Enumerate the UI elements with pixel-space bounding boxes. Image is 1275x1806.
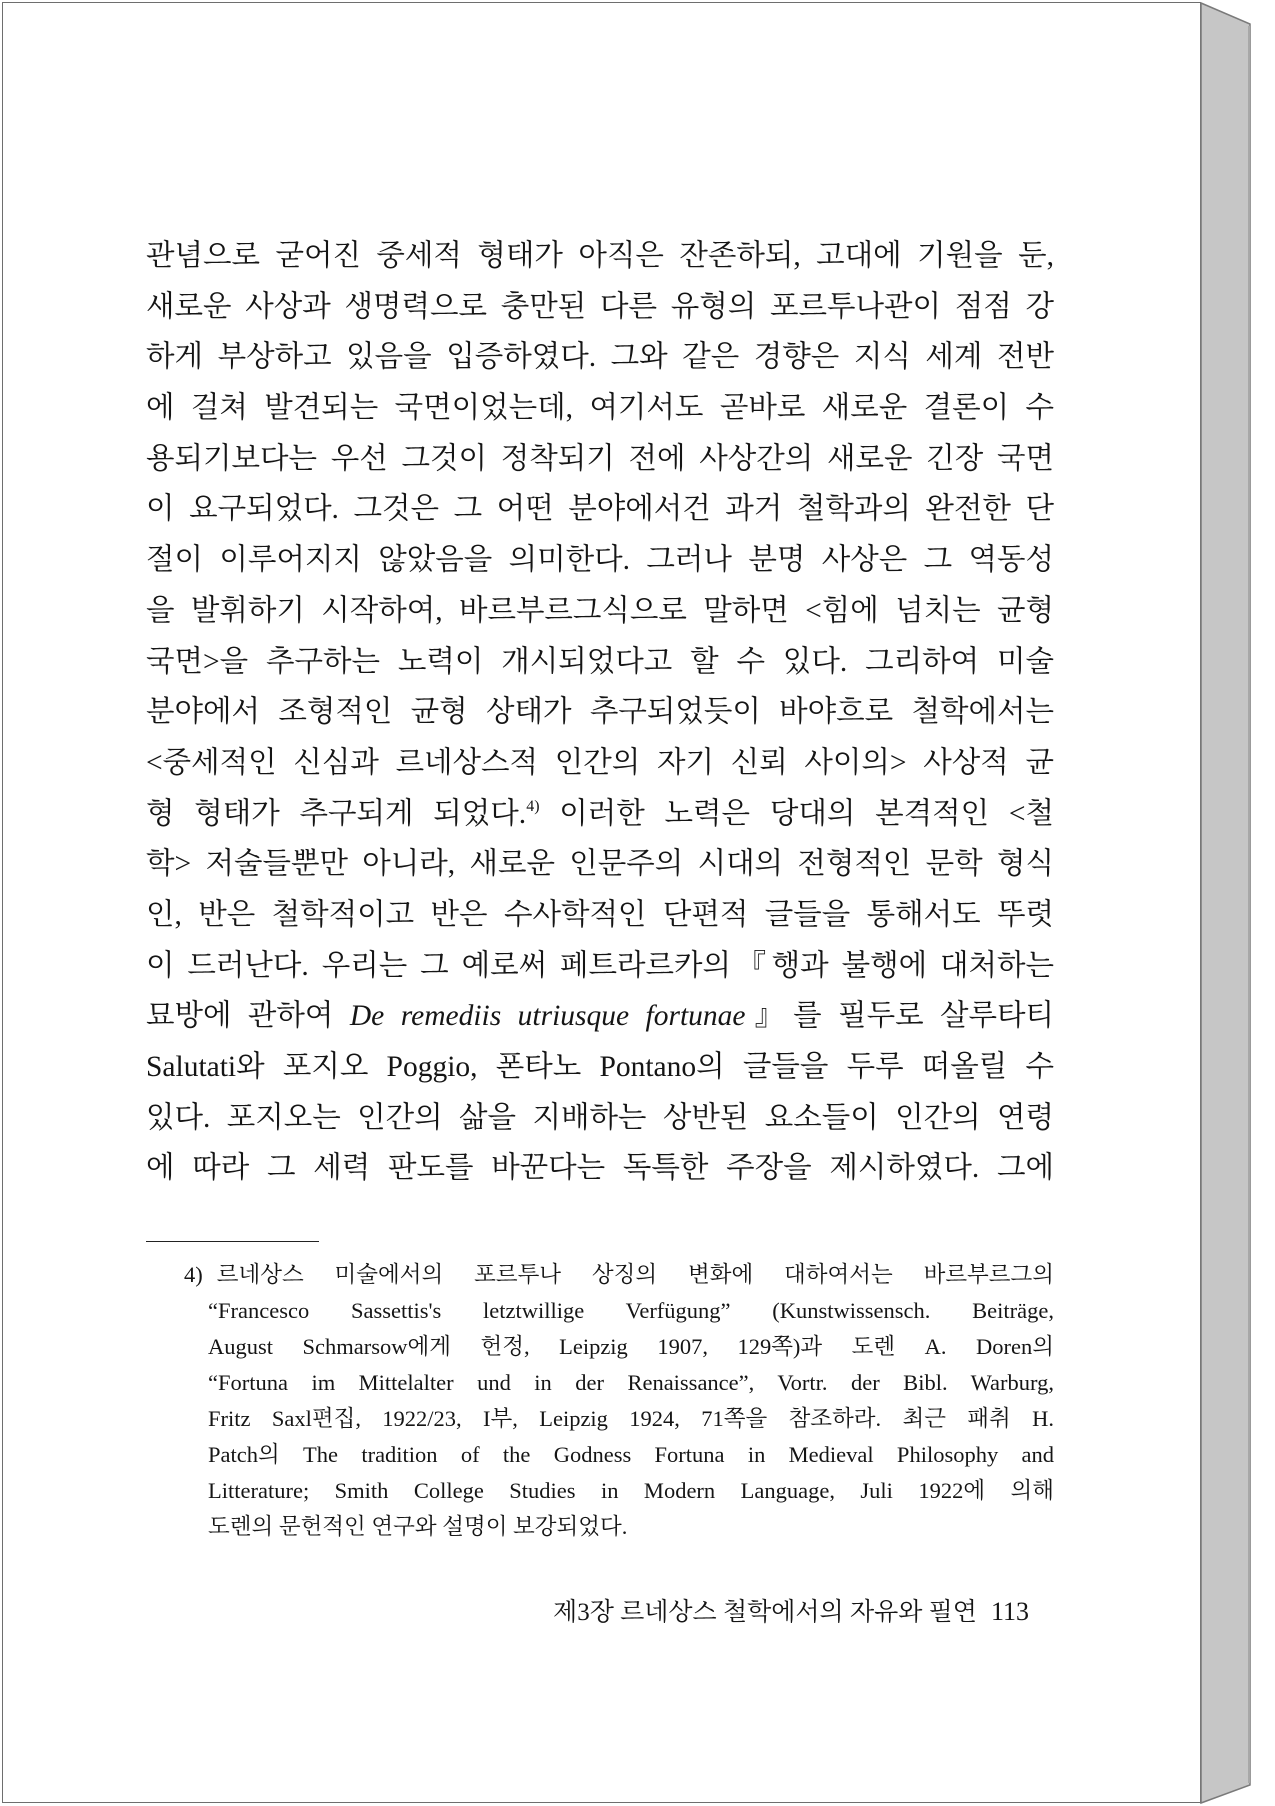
- body-line-text: 이 요구되었다. 그것은 그 어떤 분야에서건 과거 철학과의 완전한 단: [146, 493, 1054, 526]
- body-line: [146, 1042, 1054, 1093]
- body-line: [146, 637, 1054, 688]
- body-line-text: 이러한 노력은 당대의 본격적인 <철: [539, 797, 1054, 830]
- body-line: [146, 941, 1054, 992]
- page-number: 113: [990, 1597, 1029, 1626]
- body-line: [146, 383, 1054, 434]
- body-line-text: 인, 반은 철학적이고 반은 수사학적인 단편적 글들을 통해서도 뚜렷: [146, 898, 1054, 931]
- body-line-text: 이 드러난다. 우리는 그 예로써 페트라르카의『행과 불행에 대처하는: [146, 949, 1054, 982]
- body-line-text: 분야에서 조형적인 균형 상태가 추구되었듯이 바야흐로 철학에서는: [146, 696, 1054, 729]
- body-line: [146, 738, 1054, 789]
- body-line: [146, 890, 1054, 941]
- footnote-line: August Schmarsow에게 헌정, Leipzig 1907, 129쪽)과 도렌 A. Doren의: [208, 1334, 1054, 1359]
- body-line: [146, 434, 1054, 485]
- footnote-marker: 4): [184, 1262, 203, 1287]
- body-line: [146, 687, 1054, 738]
- body-line: [146, 1093, 1054, 1144]
- body-line-text: 에 따라 그 세력 판도를 바꾼다는 독특한 주장을 제시하였다. 그에: [146, 1152, 1054, 1185]
- body-line: [146, 231, 1054, 282]
- body-line: [146, 839, 1054, 890]
- footnote-line: Fritz Saxl편집, 1922/23, I부, Leipzig 1924, 71쪽을 참조하라. 최근 패취 H.: [208, 1406, 1054, 1431]
- footnote-line: Litterature; Smith College Studies in Modern Language, Juli 1922에 의해: [208, 1478, 1054, 1503]
- body-line-text: 있다. 포지오는 인간의 삶을 지배하는 상반된 요소들이 인간의 연령: [146, 1101, 1054, 1134]
- body-line-text: 관념으로 굳어진 중세적 형태가 아직은 잔존하되, 고대에 기원을 둔,: [146, 240, 1054, 272]
- body-line-text: Salutati와 포지오 Poggio, 폰타노 Pontano의 글들을 두루 떠올릴 수: [146, 1051, 1054, 1083]
- footnote-line: 도렌의 문헌적인 연구와 설명이 보강되었다.: [208, 1514, 628, 1539]
- body-line: [146, 484, 1054, 535]
- footnote-line: Patch의 The tradition of the Godness Fortuna in Medieval Philosophy and: [208, 1442, 1054, 1467]
- footnote-separator: [146, 1241, 319, 1242]
- chapter-title: 제3장 르네상스 철학에서의 자유와 필연: [553, 1599, 977, 1626]
- body-line-text: 형 형태가 추구되게 되었다.: [146, 797, 527, 830]
- body-line-text: 을 발휘하기 시작하여, 바르부르그식으로 말하면 <힘에 넘치는 균형: [146, 594, 1054, 627]
- body-line-text: 학> 저술들뿐만 아니라, 새로운 인문주의 시대의 전형적인 문학 형식: [146, 848, 1054, 881]
- footnote: [184, 1257, 1054, 1545]
- body-line: [146, 586, 1054, 637]
- body-line-text: 에 걸쳐 발견되는 국면이었는데, 여기서도 곧바로 새로운 결론이 수: [146, 392, 1054, 425]
- body-line-text: 용되기보다는 우선 그것이 정착되기 전에 사상간의 새로운 긴장 국면: [146, 442, 1054, 475]
- body-line: [146, 282, 1054, 333]
- body-line: [146, 535, 1054, 586]
- latin-title-italic: De remediis utriusque fortunae: [349, 1000, 746, 1033]
- body-line: [146, 1143, 1054, 1194]
- body-line-text: 국면>을 추구하는 노력이 개시되었다고 할 수 있다. 그리하여 미술: [146, 645, 1054, 678]
- book-spine-shape: [1201, 3, 1250, 1803]
- footnote-line: [184, 1257, 1054, 1293]
- body-line-text: 절이 이루어지지 않았음을 의미한다. 그러나 분명 사상은 그 역동성: [146, 544, 1054, 577]
- footnote-line-text: 르네상스 미술에서의 포르투나 상징의 변화에 대하여서는 바르부르그의: [216, 1262, 1054, 1287]
- running-footer: [553, 1594, 1029, 1630]
- body-line-text: 하게 부상하고 있음을 입증하였다. 그와 같은 경향은 지식 세계 전반: [146, 341, 1054, 374]
- body-line: [146, 789, 1054, 840]
- body-line: [146, 991, 1054, 1042]
- footnote-reference: 4): [526, 797, 540, 815]
- body-text: [146, 231, 1054, 1194]
- body-line-text: 』를 필두로 살루타티: [745, 1000, 1054, 1033]
- body-line-text: 새로운 사상과 생명력으로 충만된 다른 유형의 포르투나관이 점점 강: [146, 290, 1054, 323]
- body-line-text: <중세적인 신심과 르네상스적 인간의 자기 신뢰 사이의> 사상적 균: [146, 746, 1054, 779]
- body-line: [146, 332, 1054, 383]
- footnote-line: “Francesco Sassettis's letztwillige Verfügung” (Kunstwissensch. Beiträge,: [208, 1298, 1054, 1323]
- body-line-text: 묘방에 관하여: [146, 1000, 350, 1033]
- footnote-line: “Fortuna im Mittelalter und in der Renaissance”, Vortr. der Bibl. Warburg,: [208, 1370, 1054, 1395]
